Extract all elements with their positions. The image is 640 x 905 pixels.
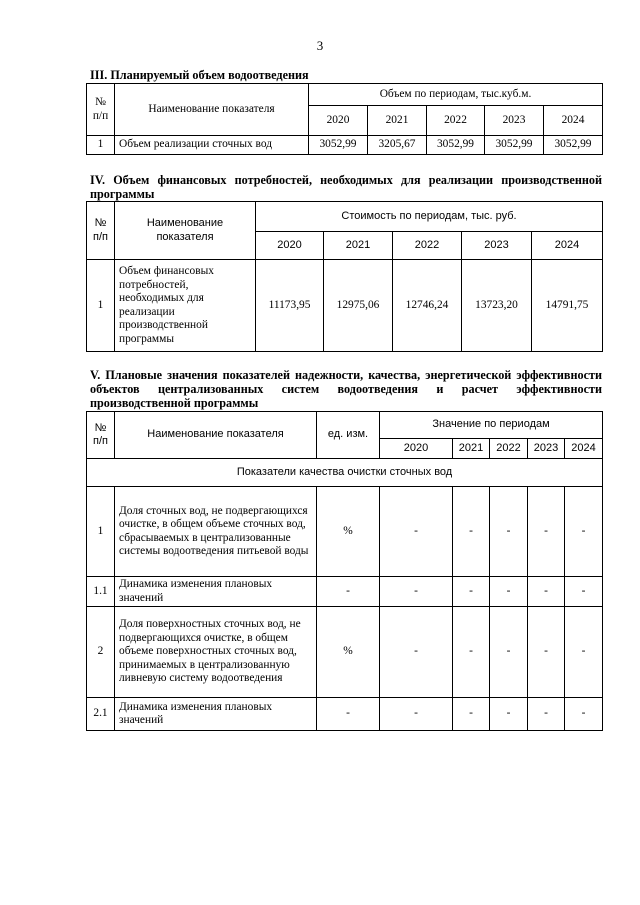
row-name: Доля поверхностных сточных вод, не подвергающихся очистке, в общем объеме поверхностных сточных вод, принимаемых в централизованную ливневую систему водоотведения [115, 607, 317, 698]
financial-needs-table [86, 201, 603, 352]
row-value: - [490, 577, 528, 607]
year-header: 2023 [462, 232, 532, 260]
col-header-num: № п/п [87, 84, 115, 136]
row-value: - [380, 487, 453, 577]
col-header-period: Объем по периодам, тыс.куб.м. [309, 84, 603, 106]
year-header: 2020 [309, 106, 368, 136]
group-title: Показатели качества очистки сточных вод [87, 459, 603, 487]
col-header-name: Наименование показателя [115, 412, 317, 459]
table-row [87, 577, 603, 607]
row-name: Объем финансовых потребностей, необходимых для реализации производственной программы [115, 260, 256, 352]
row-name: Объем реализации сточных вод [115, 136, 309, 155]
col-header-unit: ед. изм. [317, 412, 380, 459]
table-row [87, 607, 603, 698]
row-name: Динамика изменения плановых значений [115, 577, 317, 607]
section5-heading: V. Плановые значения показателей надежности, качества, энергетической эффективности объектов централизованных систем водоотведения и расчет эффективности производственной программы [90, 368, 602, 410]
row-value: - [490, 607, 528, 698]
row-name: Доля сточных вод, не подвергающихся очистке, в общем объеме сточных вод, сбрасываемых в централизованные системы водоотведения питьевой воды [115, 487, 317, 577]
reliability-indicators-table [86, 411, 603, 731]
row-value: - [380, 698, 453, 731]
year-header: 2023 [485, 106, 544, 136]
row-num: 2 [87, 607, 115, 698]
row-value: 13723,20 [462, 260, 532, 352]
year-header: 2021 [324, 232, 393, 260]
year-header: 2021 [368, 106, 427, 136]
section4-heading: IV. Объем финансовых потребностей, необходимых для реализации производственной программы [90, 173, 602, 201]
row-value: - [453, 698, 490, 731]
col-header-num: № п/п [87, 412, 115, 459]
year-header: 2024 [532, 232, 603, 260]
year-header: 2022 [490, 439, 528, 459]
row-num: 1.1 [87, 577, 115, 607]
row-value: - [490, 698, 528, 731]
year-header: 2022 [427, 106, 485, 136]
year-header: 2024 [565, 439, 603, 459]
col-header-name: Наименование показателя [115, 84, 309, 136]
year-header: 2023 [528, 439, 565, 459]
row-value: 3052,99 [309, 136, 368, 155]
row-unit: - [317, 577, 380, 607]
col-header-num: № п/п [87, 202, 115, 260]
row-value: 3205,67 [368, 136, 427, 155]
table-row [87, 260, 603, 352]
col-header-period: Стоимость по периодам, тыс. руб. [256, 202, 603, 232]
row-value: - [528, 698, 565, 731]
row-value: - [380, 577, 453, 607]
page-number: 3 [316, 38, 324, 53]
row-value: - [490, 487, 528, 577]
row-value: - [565, 607, 603, 698]
row-num: 1 [87, 487, 115, 577]
year-header: 2021 [453, 439, 490, 459]
table-row [87, 487, 603, 577]
row-value: - [528, 607, 565, 698]
row-num: 1 [87, 136, 115, 155]
section3-heading: III. Планируемый объем водоотведения [90, 68, 309, 82]
row-unit: % [317, 607, 380, 698]
row-value: - [453, 577, 490, 607]
row-value: - [565, 577, 603, 607]
row-value: - [453, 607, 490, 698]
col-header-name: Наименование показателя [115, 202, 256, 260]
row-value: 12975,06 [324, 260, 393, 352]
row-value: - [380, 607, 453, 698]
row-num: 1 [87, 260, 115, 352]
col-header-period: Значение по периодам [380, 412, 603, 439]
row-unit: % [317, 487, 380, 577]
row-value: - [565, 487, 603, 577]
row-value: - [528, 487, 565, 577]
row-value: - [453, 487, 490, 577]
row-value: - [528, 577, 565, 607]
year-header: 2022 [393, 232, 462, 260]
row-value: 14791,75 [532, 260, 603, 352]
row-name: Динамика изменения плановых значений [115, 698, 317, 731]
row-value: 3052,99 [544, 136, 603, 155]
year-header: 2020 [256, 232, 324, 260]
row-unit: - [317, 698, 380, 731]
year-header: 2024 [544, 106, 603, 136]
row-num: 2.1 [87, 698, 115, 731]
row-value: 3052,99 [427, 136, 485, 155]
row-value: 11173,95 [256, 260, 324, 352]
water-disposal-volume-table [86, 83, 603, 155]
row-value: 3052,99 [485, 136, 544, 155]
table-row [87, 698, 603, 731]
row-value: 12746,24 [393, 260, 462, 352]
row-value: - [565, 698, 603, 731]
table-row [87, 136, 603, 155]
year-header: 2020 [380, 439, 453, 459]
